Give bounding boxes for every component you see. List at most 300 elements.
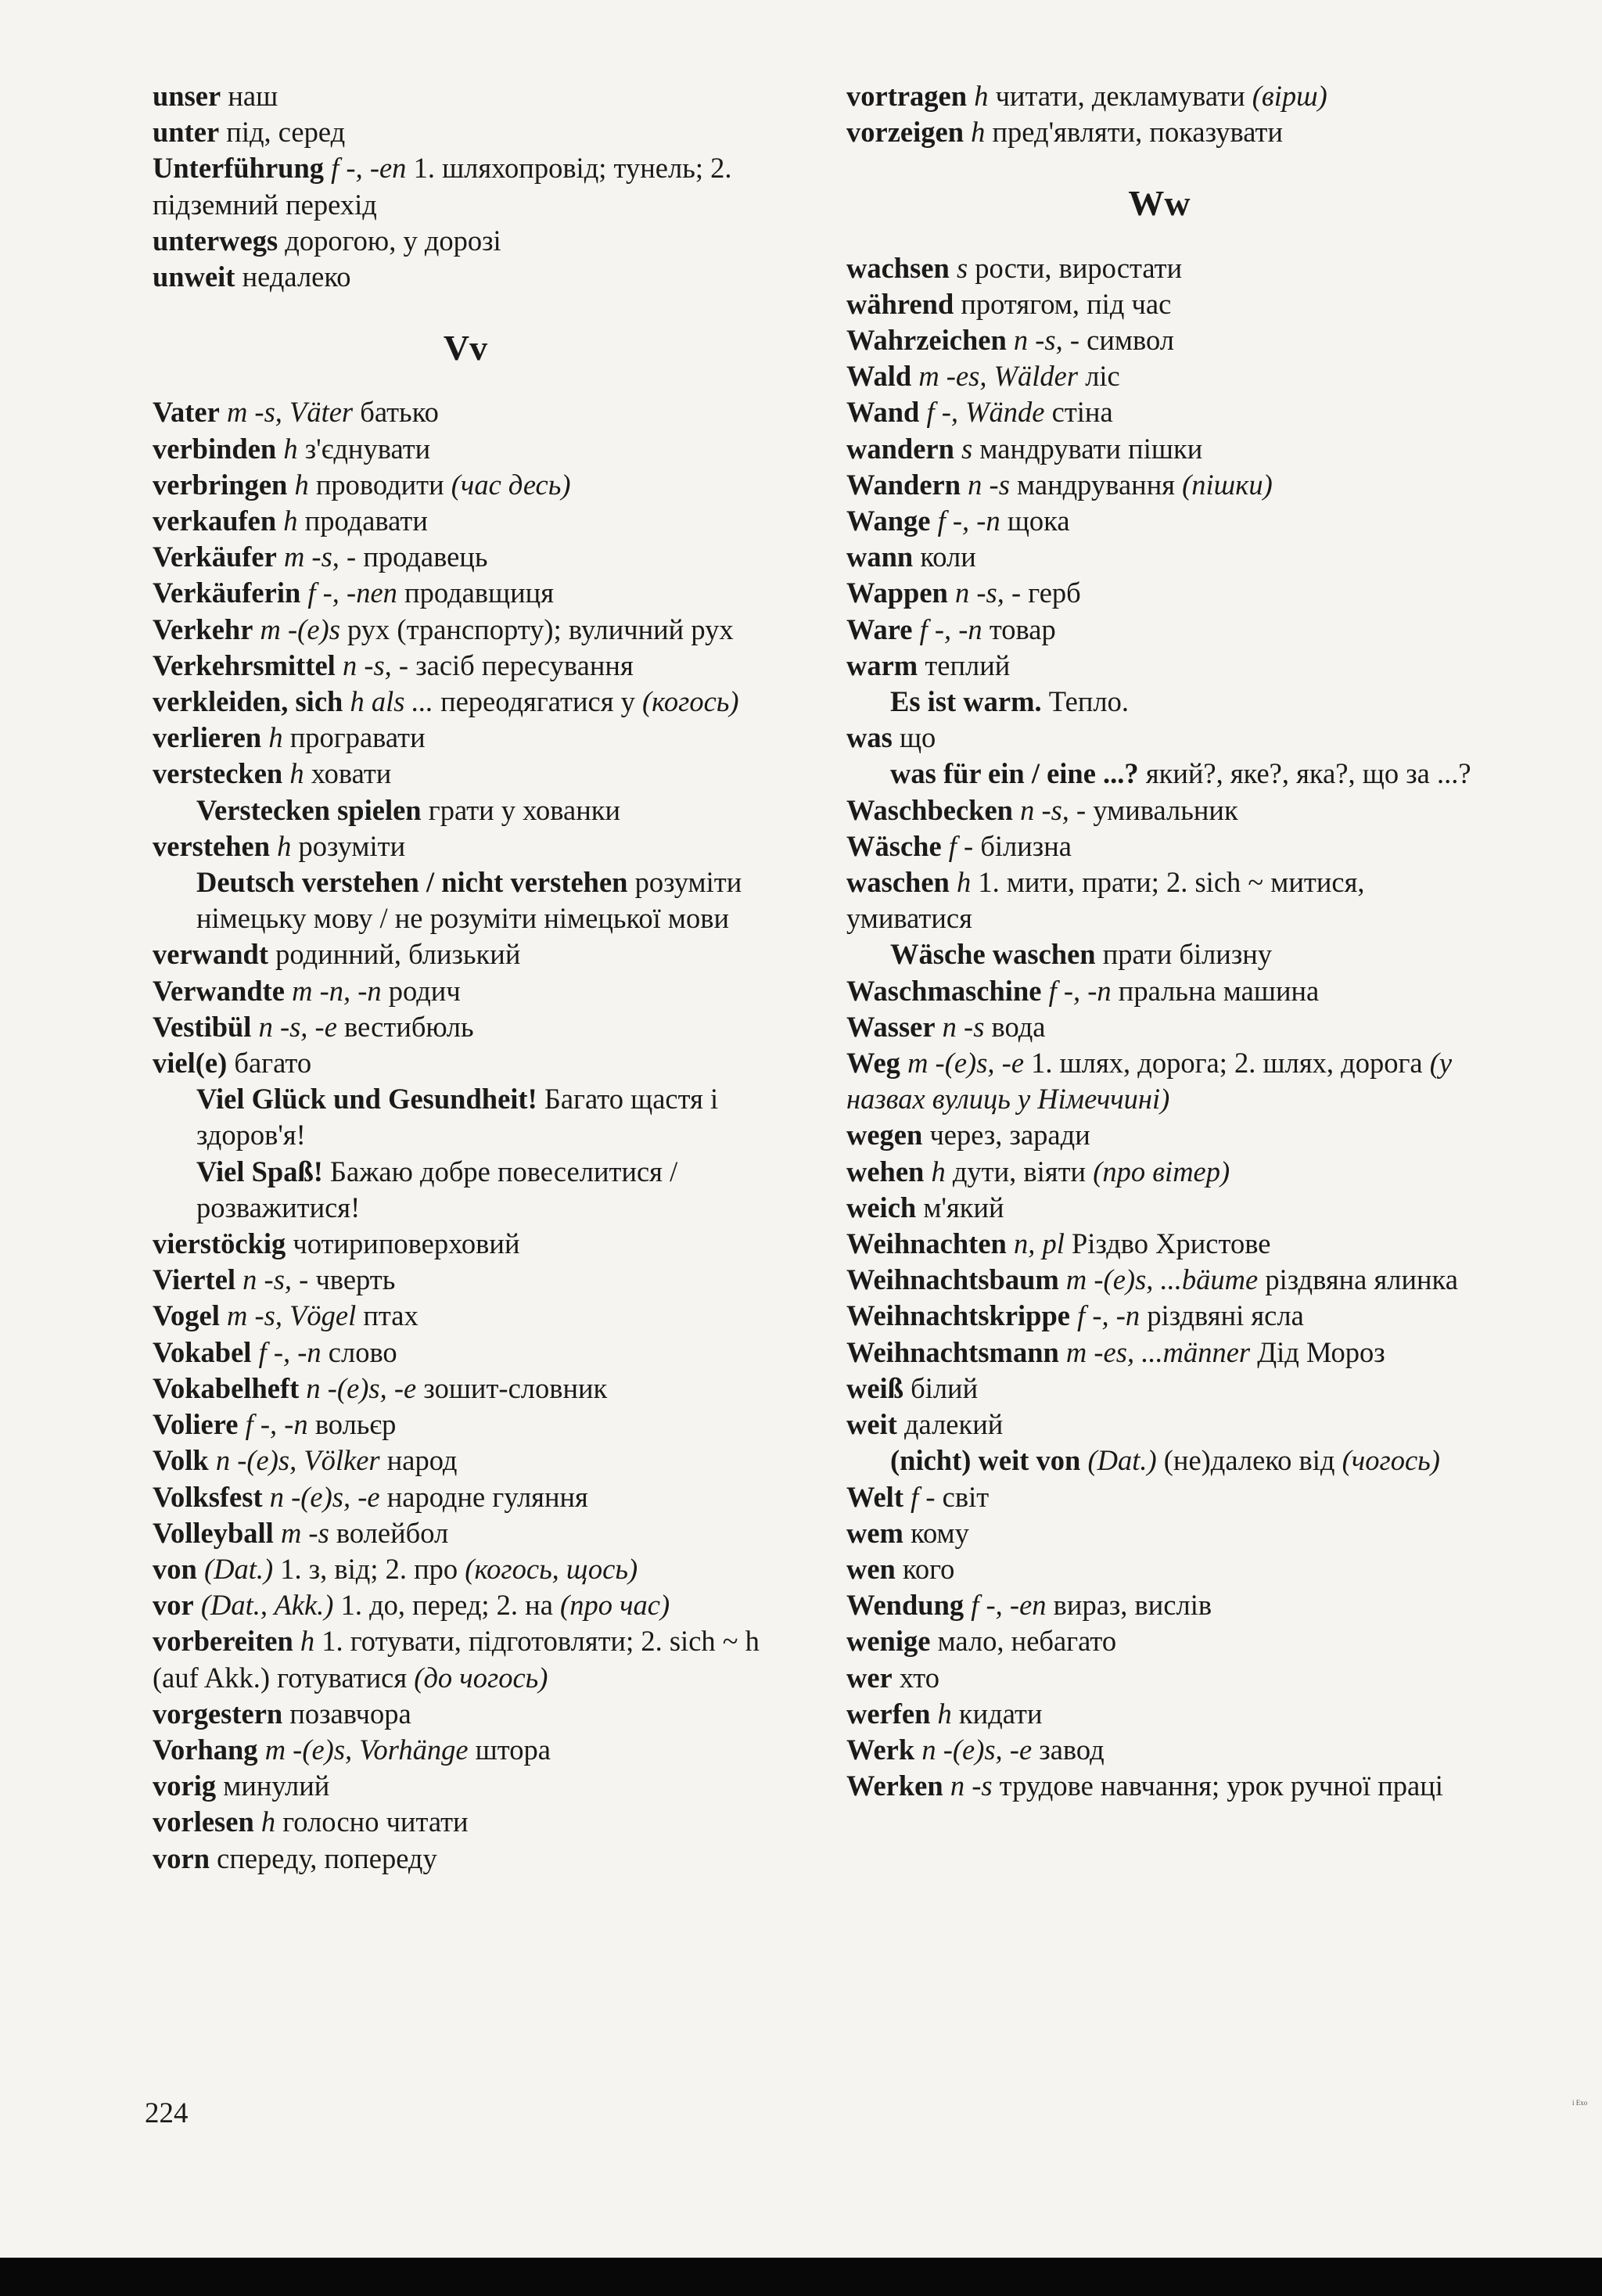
left-column bbox=[153, 78, 778, 1877]
dictionary-entry bbox=[153, 150, 778, 222]
grammar-info: h bbox=[294, 468, 309, 501]
translation: мандрувати пішки bbox=[979, 432, 1203, 465]
grammar-info: n -(e)s, Völker bbox=[215, 1444, 380, 1477]
dictionary-entry bbox=[153, 259, 778, 295]
translation: прати білизну bbox=[1102, 938, 1273, 971]
headword: Weihnachtsbaum bbox=[846, 1263, 1059, 1296]
usage-note: (до чогось) bbox=[414, 1661, 548, 1694]
headword: Weihnachtskrippe bbox=[846, 1299, 1070, 1332]
headword: Waschbecken bbox=[846, 793, 1013, 826]
translation: народне гуляння bbox=[386, 1480, 588, 1513]
translation: штора bbox=[475, 1733, 551, 1766]
grammar-info: n -s, - bbox=[1020, 793, 1087, 826]
translation: слово bbox=[328, 1335, 397, 1368]
translation: різдвяна ялинка bbox=[1265, 1263, 1458, 1296]
dictionary-entry bbox=[846, 1696, 1472, 1732]
dictionary-entry bbox=[153, 684, 778, 720]
headword: Viertel bbox=[153, 1263, 236, 1296]
translation: птах bbox=[363, 1299, 418, 1332]
translation: чотириповерховий bbox=[293, 1227, 520, 1260]
translation: програвати bbox=[289, 721, 426, 754]
dictionary-entry bbox=[153, 1768, 778, 1804]
grammar-info: h bbox=[974, 80, 989, 112]
dictionary-phrase bbox=[846, 756, 1472, 792]
translation: Різдво Христове bbox=[1072, 1227, 1271, 1260]
grammar-info: h bbox=[283, 432, 298, 465]
translation: герб bbox=[1028, 577, 1081, 609]
dictionary-entry bbox=[846, 1479, 1472, 1515]
grammar-info: (Dat., Akk.) bbox=[200, 1589, 334, 1622]
grammar-info: f -, Wände bbox=[926, 396, 1045, 429]
dictionary-entry bbox=[846, 286, 1472, 322]
dictionary-entry bbox=[846, 575, 1472, 611]
translation: Багато щастя і здоров'я! bbox=[196, 1083, 719, 1152]
headword: verwandt bbox=[153, 938, 269, 971]
grammar-info: f -, -n bbox=[1077, 1299, 1140, 1332]
grammar-info: m -s, - bbox=[283, 541, 357, 573]
headword: verbinden bbox=[153, 432, 277, 465]
headword: während bbox=[846, 287, 954, 320]
translation: коли bbox=[920, 541, 976, 573]
translation: мандрування bbox=[1017, 468, 1176, 501]
headword: Volksfest bbox=[153, 1480, 263, 1513]
translation: що bbox=[899, 721, 936, 754]
headword: vorig bbox=[153, 1770, 217, 1802]
headword: Verstecken spielen bbox=[196, 793, 422, 826]
translation: продавщиця bbox=[404, 577, 554, 609]
section-letter: Ww bbox=[1128, 183, 1191, 224]
translation: засіб пересування bbox=[415, 649, 634, 681]
headword: Verwandte bbox=[153, 974, 285, 1007]
grammar-info: f - bbox=[948, 829, 974, 862]
headword: verkleiden, sich bbox=[153, 685, 343, 718]
usage-note: (про час) bbox=[560, 1589, 670, 1622]
dictionary-entry bbox=[153, 1841, 778, 1877]
grammar-info: n -(e)s, -e bbox=[269, 1480, 380, 1513]
translation: дорогою, у дорозі bbox=[285, 224, 501, 257]
translation: спереду, попереду bbox=[217, 1841, 437, 1874]
headword: was für ein / eine ...? bbox=[890, 757, 1139, 790]
dictionary-entry bbox=[846, 720, 1472, 756]
dictionary-entry bbox=[153, 394, 778, 430]
dictionary-entry bbox=[153, 720, 778, 756]
bottom-scan-border bbox=[0, 2258, 1602, 2296]
headword: verlieren bbox=[153, 721, 262, 754]
dictionary-entry bbox=[153, 431, 778, 467]
headword: vorbereiten bbox=[153, 1625, 293, 1658]
translation: народ bbox=[386, 1444, 458, 1477]
dictionary-entry bbox=[846, 431, 1472, 467]
dictionary-entry bbox=[153, 1551, 778, 1587]
headword: Weihnachtsmann bbox=[846, 1335, 1059, 1368]
grammar-info: m -(e)s, Vorhänge bbox=[264, 1733, 469, 1766]
grammar-info: n -s bbox=[950, 1770, 993, 1802]
translation: читати, декламувати bbox=[995, 80, 1245, 112]
headword: Voliere bbox=[153, 1408, 239, 1441]
translation: світ bbox=[942, 1480, 990, 1513]
headword: was bbox=[846, 721, 893, 754]
dictionary-entry bbox=[846, 1407, 1472, 1443]
translation: умивальник bbox=[1093, 793, 1238, 826]
translation: минулий bbox=[223, 1770, 330, 1802]
translation: (не)далеко від bbox=[1163, 1444, 1335, 1477]
usage-note: (вірш) bbox=[1252, 80, 1327, 112]
headword: Volleyball bbox=[153, 1516, 274, 1549]
headword: Vokabelheft bbox=[153, 1371, 300, 1404]
headword: vorn bbox=[153, 1841, 210, 1874]
dictionary-entry bbox=[153, 1335, 778, 1371]
dictionary-entry bbox=[153, 1732, 778, 1768]
translation: родич bbox=[388, 974, 461, 1007]
dictionary-entry bbox=[153, 1623, 778, 1695]
translation: протягом, під час bbox=[961, 287, 1172, 320]
grammar-info: f -, -nen bbox=[307, 577, 397, 609]
dictionary-entry bbox=[153, 1262, 778, 1298]
headword: wachsen bbox=[846, 251, 950, 284]
grammar-info: n -(e)s, -e bbox=[306, 1371, 417, 1404]
translation: волейбол bbox=[336, 1516, 449, 1549]
translation: вестибюль bbox=[344, 1010, 474, 1043]
headword: vor bbox=[153, 1589, 194, 1622]
dictionary-entry bbox=[153, 503, 778, 539]
translation: продавати bbox=[304, 505, 428, 537]
grammar-info: h bbox=[283, 505, 298, 537]
dictionary-entry bbox=[153, 78, 778, 114]
dictionary-entry bbox=[153, 1804, 778, 1840]
translation: символ bbox=[1087, 324, 1174, 356]
headword: Vater bbox=[153, 396, 220, 429]
grammar-info: (Dat.) bbox=[1087, 1444, 1157, 1477]
dictionary-entry bbox=[846, 1262, 1472, 1298]
grammar-info: (Dat.) bbox=[203, 1552, 274, 1585]
usage-note: (когось, щось) bbox=[465, 1552, 638, 1585]
translation: рух (транспорту); вуличний рух bbox=[347, 613, 734, 645]
dictionary-entry bbox=[153, 1587, 778, 1623]
headword: wenige bbox=[846, 1625, 931, 1658]
translation: рости, виростати bbox=[975, 251, 1183, 284]
dictionary-entry bbox=[846, 358, 1472, 394]
translation: 1. шлях, дорога; 2. шлях, дорога bbox=[1031, 1047, 1423, 1080]
dictionary-entry bbox=[846, 250, 1472, 286]
grammar-info: f -, -en bbox=[331, 152, 407, 185]
grammar-info: h bbox=[931, 1155, 946, 1188]
dictionary-entry bbox=[846, 1623, 1472, 1659]
headword: Wahrzeichen bbox=[846, 324, 1007, 356]
headword: vorgestern bbox=[153, 1697, 283, 1730]
dictionary-entry bbox=[153, 539, 778, 575]
grammar-info: h als ... bbox=[350, 685, 433, 718]
grammar-info: h bbox=[937, 1697, 952, 1730]
dictionary-entry bbox=[846, 1298, 1472, 1334]
headword: waschen bbox=[846, 866, 950, 899]
grammar-info: h bbox=[277, 829, 292, 862]
headword: wandern bbox=[846, 432, 954, 465]
dictionary-entry bbox=[846, 1551, 1472, 1587]
dictionary-phrase bbox=[846, 1443, 1472, 1479]
grammar-info: m -s, Väter bbox=[226, 396, 354, 429]
headword: Volk bbox=[153, 1444, 209, 1477]
dictionary-entry bbox=[153, 1009, 778, 1045]
dictionary-entry bbox=[846, 973, 1472, 1009]
grammar-info: n -s, -e bbox=[258, 1010, 337, 1043]
grammar-info: n -(e)s, -e bbox=[921, 1733, 1033, 1766]
dictionary-entry bbox=[846, 612, 1472, 648]
headword: Wand bbox=[846, 396, 920, 429]
grammar-info: f -, -n bbox=[1048, 974, 1112, 1007]
translation: білий bbox=[911, 1371, 979, 1404]
headword: verstehen bbox=[153, 829, 271, 862]
grammar-info: m -s, Vögel bbox=[226, 1299, 357, 1332]
translation: вираз, вислів bbox=[1053, 1589, 1212, 1622]
dictionary-entry bbox=[846, 792, 1472, 828]
translation: який?, яке?, яка?, що за ...? bbox=[1145, 757, 1471, 790]
headword: viel(e) bbox=[153, 1047, 228, 1080]
dictionary-entry bbox=[153, 1371, 778, 1407]
side-mark: i Exo bbox=[1572, 2099, 1588, 2107]
headword: wer bbox=[846, 1661, 893, 1694]
headword: Wasser bbox=[846, 1010, 936, 1043]
translation: пральна машина bbox=[1118, 974, 1320, 1007]
translation: через, заради bbox=[929, 1119, 1090, 1152]
translation: чверть bbox=[315, 1263, 396, 1296]
grammar-info: f -, -n bbox=[245, 1408, 308, 1441]
translation: 1. до, перед; 2. на bbox=[340, 1589, 553, 1622]
translation: 1. готувати, підготовляти; 2. sich ~ h (auf Akk.) готуватися bbox=[153, 1625, 760, 1694]
translation: 1. шляхопровід; тунель; 2. підземний перехід bbox=[153, 152, 732, 221]
dictionary-entry bbox=[846, 539, 1472, 575]
translation: мало, небагато bbox=[937, 1625, 1117, 1658]
translation: 1. мити, прати; 2. sich ~ митися, умиватися bbox=[846, 866, 1365, 935]
translation: батько bbox=[360, 396, 439, 429]
translation: пред'являти, показувати bbox=[992, 116, 1283, 149]
page-number: 224 bbox=[145, 2097, 189, 2129]
headword: unser bbox=[153, 80, 221, 112]
translation: розуміти німецьку мову / не розуміти німецької мови bbox=[196, 866, 742, 935]
headword: warm bbox=[846, 649, 918, 681]
translation: переодягатися у bbox=[440, 685, 635, 718]
dictionary-entry bbox=[153, 1407, 778, 1443]
dictionary-phrase bbox=[153, 1081, 778, 1153]
headword: unterwegs bbox=[153, 224, 278, 257]
translation: стіна bbox=[1051, 396, 1113, 429]
translation: м'який bbox=[923, 1191, 1004, 1223]
grammar-info: h bbox=[268, 721, 283, 754]
translation: зошит-словник bbox=[423, 1371, 608, 1404]
headword: weit bbox=[846, 1408, 897, 1441]
dictionary-entry bbox=[846, 1117, 1472, 1153]
translation: грати у хованки bbox=[428, 793, 621, 826]
dictionary-entry bbox=[153, 1045, 778, 1081]
headword: Verkehr bbox=[153, 613, 253, 645]
headword: Wappen bbox=[846, 577, 948, 609]
headword: von bbox=[153, 1552, 197, 1585]
grammar-info: m -(e)s, ...bäume bbox=[1065, 1263, 1259, 1296]
dictionary-entry bbox=[846, 1154, 1472, 1190]
dictionary-phrase bbox=[846, 684, 1472, 720]
dictionary-entry bbox=[153, 936, 778, 972]
dictionary-entry bbox=[153, 1696, 778, 1732]
headword: Vorhang bbox=[153, 1733, 258, 1766]
translation: продавець bbox=[363, 541, 488, 573]
dictionary-entry bbox=[153, 114, 778, 150]
grammar-info: n -s, - bbox=[954, 577, 1022, 609]
grammar-info: n -s bbox=[942, 1010, 985, 1043]
dictionary-entry bbox=[846, 114, 1472, 150]
dictionary-entry bbox=[846, 1587, 1472, 1623]
usage-note: (пішки) bbox=[1182, 468, 1273, 501]
translation: дути, віяти bbox=[952, 1155, 1087, 1188]
translation: ховати bbox=[311, 757, 392, 790]
translation: товар bbox=[989, 613, 1056, 645]
headword: werfen bbox=[846, 1697, 931, 1730]
grammar-info: n -s, - bbox=[342, 649, 409, 681]
dictionary-entry bbox=[846, 322, 1472, 358]
headword: Verkäufer bbox=[153, 541, 277, 573]
grammar-info: f -, -n bbox=[937, 505, 1000, 537]
dictionary-entry bbox=[153, 756, 778, 792]
grammar-info: h bbox=[289, 757, 304, 790]
grammar-info: f -, -n bbox=[919, 613, 982, 645]
dictionary-entry bbox=[153, 467, 778, 503]
translation: хто bbox=[899, 1661, 939, 1694]
headword: Waschmaschine bbox=[846, 974, 1042, 1007]
dictionary-entry bbox=[846, 503, 1472, 539]
headword: wegen bbox=[846, 1119, 923, 1152]
grammar-info: n -s, - bbox=[242, 1263, 309, 1296]
translation: кому bbox=[911, 1516, 969, 1549]
dictionary-entry bbox=[846, 864, 1472, 936]
grammar-info: n -s bbox=[968, 468, 1010, 501]
translation: білизна bbox=[980, 829, 1072, 862]
headword: Weg bbox=[846, 1047, 900, 1080]
translation: проводити bbox=[315, 468, 444, 501]
translation: багато bbox=[234, 1047, 312, 1080]
usage-note: (у назвах вулиць у Німеччині) bbox=[846, 1047, 1453, 1116]
grammar-info: h bbox=[260, 1806, 276, 1838]
headword: verkaufen bbox=[153, 505, 277, 537]
translation: розуміти bbox=[298, 829, 406, 862]
dictionary-phrase bbox=[846, 936, 1472, 972]
headword: wann bbox=[846, 541, 914, 573]
grammar-info: h bbox=[971, 116, 986, 149]
headword: wem bbox=[846, 1516, 903, 1549]
dictionary-entry bbox=[846, 1226, 1472, 1262]
translation: родинний, близький bbox=[275, 938, 521, 971]
grammar-info: f -, -n bbox=[258, 1335, 321, 1368]
translation: 1. з, від; 2. про bbox=[280, 1552, 458, 1585]
dictionary-entry bbox=[153, 648, 778, 684]
dictionary-entry bbox=[846, 1732, 1472, 1768]
translation: щока bbox=[1007, 505, 1070, 537]
dictionary-entry bbox=[153, 223, 778, 259]
grammar-info: m -(e)s bbox=[260, 613, 340, 645]
dictionary-entry bbox=[153, 828, 778, 864]
dictionary-entry bbox=[846, 1515, 1472, 1551]
grammar-info: m -es, Wälder bbox=[918, 360, 1079, 393]
translation: з'єднувати bbox=[304, 432, 431, 465]
headword: verbringen bbox=[153, 468, 288, 501]
grammar-info: m -n, -n bbox=[292, 974, 382, 1007]
headword: weiß bbox=[846, 1371, 903, 1404]
translation: Дід Мороз bbox=[1257, 1335, 1385, 1368]
headword: Wald bbox=[846, 360, 912, 393]
dictionary-entry bbox=[153, 1443, 778, 1479]
translation: вольєр bbox=[314, 1408, 397, 1441]
grammar-info: m -(e)s, -e bbox=[907, 1047, 1025, 1080]
dictionary-entry bbox=[846, 648, 1472, 684]
headword: vorzeigen bbox=[846, 116, 964, 149]
section-letter: Vv bbox=[443, 328, 488, 368]
headword: Verkehrsmittel bbox=[153, 649, 336, 681]
headword: unweit bbox=[153, 261, 235, 293]
translation: теплий bbox=[925, 649, 1011, 681]
headword: weich bbox=[846, 1191, 917, 1223]
headword: wen bbox=[846, 1552, 896, 1585]
headword: Werk bbox=[846, 1733, 915, 1766]
dictionary-phrase bbox=[153, 864, 778, 936]
headword: Vokabel bbox=[153, 1335, 252, 1368]
translation: кого bbox=[902, 1552, 955, 1585]
headword: Viel Glück und Gesundheit! bbox=[196, 1083, 537, 1116]
usage-note: (про вітер) bbox=[1093, 1155, 1230, 1188]
grammar-info: h bbox=[300, 1625, 315, 1658]
headword: (nicht) weit von bbox=[890, 1444, 1081, 1477]
translation: ліс bbox=[1085, 360, 1120, 393]
dictionary-phrase bbox=[153, 792, 778, 828]
dictionary-entry bbox=[846, 1660, 1472, 1696]
headword: Verkäuferin bbox=[153, 577, 301, 609]
grammar-info: h bbox=[956, 866, 972, 899]
headword: unter bbox=[153, 116, 220, 149]
grammar-info: f - bbox=[911, 1480, 936, 1513]
headword: Weihnachten bbox=[846, 1227, 1007, 1260]
translation: вода bbox=[991, 1010, 1046, 1043]
translation: кидати bbox=[958, 1697, 1043, 1730]
translation: наш bbox=[228, 80, 278, 112]
dictionary-entry bbox=[846, 1768, 1472, 1804]
dictionary-entry bbox=[846, 394, 1472, 430]
dictionary-entry bbox=[846, 1190, 1472, 1226]
dictionary-entry bbox=[153, 1298, 778, 1334]
headword: vorlesen bbox=[153, 1806, 254, 1838]
translation: трудове навчання; урок ручної праці bbox=[999, 1770, 1443, 1802]
headword: Wäsche bbox=[846, 829, 942, 862]
headword: Deutsch verstehen / nicht verstehen bbox=[196, 866, 628, 899]
translation: недалеко bbox=[242, 261, 351, 293]
dictionary-entry bbox=[153, 1226, 778, 1262]
grammar-info: f -, -en bbox=[971, 1589, 1047, 1622]
headword: Vestibül bbox=[153, 1010, 252, 1043]
dictionary-entry bbox=[153, 1515, 778, 1551]
dictionary-entry bbox=[846, 1045, 1472, 1117]
usage-note: (когось) bbox=[642, 685, 739, 718]
headword: Werken bbox=[846, 1770, 943, 1802]
translation: Тепло. bbox=[1048, 685, 1129, 718]
dictionary-entry bbox=[846, 1335, 1472, 1371]
translation: різдвяні ясла bbox=[1147, 1299, 1304, 1332]
headword: Wäsche waschen bbox=[890, 938, 1096, 971]
dictionary-entry bbox=[846, 78, 1472, 114]
headword: vortragen bbox=[846, 80, 968, 112]
translation: завод bbox=[1039, 1733, 1105, 1766]
dictionary-entry bbox=[153, 973, 778, 1009]
usage-note: (чогось) bbox=[1342, 1444, 1440, 1477]
dictionary-entry bbox=[846, 1371, 1472, 1407]
translation: далекий bbox=[903, 1408, 1004, 1441]
dictionary-entry bbox=[846, 1009, 1472, 1045]
headword: vierstöckig bbox=[153, 1227, 286, 1260]
grammar-info: m -s bbox=[280, 1516, 329, 1549]
